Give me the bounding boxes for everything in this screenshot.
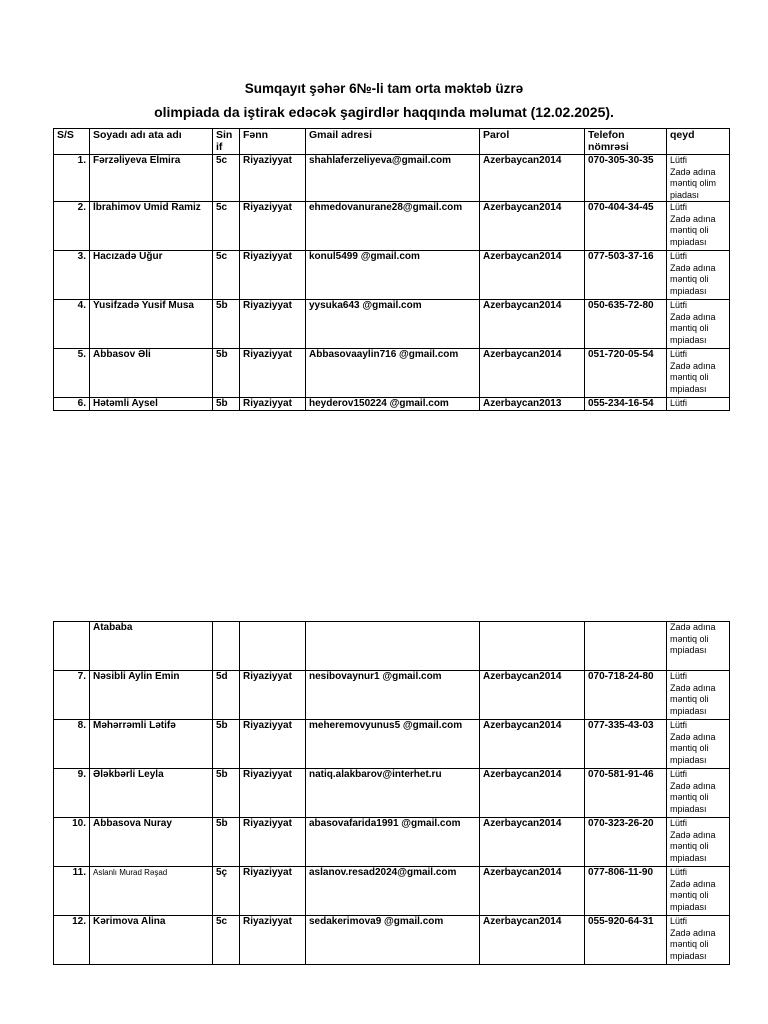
table-row xyxy=(54,398,730,411)
cell-num: 11. xyxy=(54,867,90,916)
cell-class: 5d xyxy=(213,671,240,720)
note-line: Zadə adına xyxy=(670,213,716,224)
cell-email: sedakerimova9 @gmail.com xyxy=(306,916,480,965)
cell-class: 5c xyxy=(213,155,240,202)
cell-phone: 077-503-37-16 xyxy=(585,251,667,300)
cell-name: Məhərrəmli Lətifə xyxy=(90,720,213,769)
note-line: məntiq olim piadası xyxy=(670,178,717,200)
note-line: məntiq oli xyxy=(670,939,709,949)
cell-email: abasovafarida1991 @gmail.com xyxy=(306,818,480,867)
cell-subject: Riyaziyyat xyxy=(240,155,306,202)
table-row xyxy=(54,251,730,300)
note-line: məntiq oli xyxy=(670,372,709,382)
note-line: mpiadası xyxy=(670,950,707,961)
cell-num: 7. xyxy=(54,671,90,720)
cell-num: 6. xyxy=(54,398,90,411)
note-line: Zadə adına xyxy=(670,878,716,889)
note-line: Lütfi xyxy=(670,867,688,877)
cell-email: nesibovaynur1 @gmail.com xyxy=(306,671,480,720)
cell-num: 10. xyxy=(54,818,90,867)
note-line: Zadə adına xyxy=(670,927,716,938)
cell-phone: 051-720-05-54 xyxy=(585,349,667,398)
note-line: Zadə adına xyxy=(670,622,716,632)
cell-class: 5b xyxy=(213,300,240,349)
table-row xyxy=(54,349,730,398)
cell-note xyxy=(667,720,730,769)
cell-name: Ələkbərli Leyla xyxy=(90,769,213,818)
cell-subject: Riyaziyyat xyxy=(240,720,306,769)
table-row-continuation xyxy=(54,622,730,671)
table-row xyxy=(54,818,730,867)
cell-subject: Riyaziyyat xyxy=(240,398,306,411)
table-row xyxy=(54,300,730,349)
note-line: Zadə adına xyxy=(670,780,716,791)
cell-phone: 077-806-11-90 xyxy=(585,867,667,916)
note-line: Zadə adına xyxy=(670,682,716,693)
note-line: Zadə adına xyxy=(670,731,716,742)
note-line: Zadə adına xyxy=(670,360,716,371)
note-line: Lütfi xyxy=(670,202,688,212)
document-title-line1: Sumqayıt şəhər 6№-li tam orta məktəb üzrə xyxy=(244,81,524,96)
cell-email: aslanov.resad2024@gmail.com xyxy=(306,867,480,916)
note-line: mpiadası xyxy=(670,803,707,814)
table-row xyxy=(54,867,730,916)
note-line: Zadə adına xyxy=(670,166,716,177)
col-header-name: Soyadı adı ata adı xyxy=(90,129,213,155)
cell-email: yysuka643 @gmail.com xyxy=(306,300,480,349)
cell-subject: Riyaziyyat xyxy=(240,251,306,300)
table-row xyxy=(54,769,730,818)
note-line: Zadə adına xyxy=(670,829,716,840)
cell-email: natiq.alakbarov@interhet.ru xyxy=(306,769,480,818)
cell-password: Azerbaycan2014 xyxy=(480,769,585,818)
cell-num: 2. xyxy=(54,202,90,251)
cell-subject: Riyaziyyat xyxy=(240,818,306,867)
cell-name: Fərzəliyeva Elmira xyxy=(90,155,213,202)
note-line: mpiadası xyxy=(670,236,707,247)
cell-phone: 070-323-26-20 xyxy=(585,818,667,867)
cell-password: Azerbaycan2014 xyxy=(480,916,585,965)
note-line: Lütfi xyxy=(670,769,688,779)
cell-password: Azerbaycan2014 xyxy=(480,251,585,300)
note-line: məntiq oli xyxy=(670,743,709,753)
cell-class: 5c xyxy=(213,916,240,965)
cell-phone: 055-234-16-54 xyxy=(585,398,667,411)
cell-note xyxy=(667,622,730,671)
table1-body xyxy=(54,155,730,411)
col-header-ss: S/S xyxy=(54,129,90,155)
note-line: mpiadası xyxy=(670,645,707,655)
cell-subject xyxy=(240,622,306,671)
cell-name: Hacızadə Uğur xyxy=(90,251,213,300)
note-line: məntiq oli xyxy=(670,694,709,704)
table-row xyxy=(54,916,730,965)
cell-name: Hətəmli Aysel xyxy=(90,398,213,411)
cell-phone: 055-920-64-31 xyxy=(585,916,667,965)
note-line: Zadə adına xyxy=(670,262,716,273)
cell-class: 5b xyxy=(213,720,240,769)
cell-subject: Riyaziyyat xyxy=(240,916,306,965)
students-table-part2 xyxy=(53,621,730,965)
cell-note xyxy=(667,300,730,349)
note-line: Lütfi xyxy=(670,720,688,730)
cell-note xyxy=(667,349,730,398)
note-line: məntiq oli xyxy=(670,841,709,851)
note-line: mpiadası xyxy=(670,901,707,912)
cell-note xyxy=(667,202,730,251)
note-line: Lütfi xyxy=(670,251,688,261)
students-table-part1 xyxy=(53,128,730,411)
cell-name: Abbasova Nuray xyxy=(90,818,213,867)
cell-phone: 077-335-43-03 xyxy=(585,720,667,769)
cell-subject: Riyaziyyat xyxy=(240,202,306,251)
cell-subject: Riyaziyyat xyxy=(240,867,306,916)
note-line: mpiadası xyxy=(670,705,707,716)
cell-name: Kərimova Alina xyxy=(90,916,213,965)
cell-class: 5b xyxy=(213,398,240,411)
table-row xyxy=(54,671,730,720)
col-header-phone: Telefon nömrəsi xyxy=(585,129,667,155)
cell-password: Azerbaycan2013 xyxy=(480,398,585,411)
note-line: Lütfi xyxy=(670,916,688,926)
note-line: Lütfi xyxy=(670,818,688,828)
cell-note xyxy=(667,398,730,411)
col-header-class: Sin if xyxy=(213,129,240,155)
cell-note xyxy=(667,769,730,818)
cell-email: Abbasovaaylin716 @gmail.com xyxy=(306,349,480,398)
cell-num: 1. xyxy=(54,155,90,202)
cell-password: Azerbaycan2014 xyxy=(480,155,585,202)
note-line: Lütfi xyxy=(670,671,688,681)
cell-subject: Riyaziyyat xyxy=(240,349,306,398)
cell-password: Azerbaycan2014 xyxy=(480,300,585,349)
cell-email: heyderov150224 @gmail.com xyxy=(306,398,480,411)
note-line: Zadə adına xyxy=(670,311,716,322)
cell-name: İbrahimov Umid Ramiz xyxy=(90,202,213,251)
note-line: mpiadası xyxy=(670,852,707,863)
cell-note xyxy=(667,818,730,867)
table-row xyxy=(54,202,730,251)
cell-num: 8. xyxy=(54,720,90,769)
col-header-subject: Fənn xyxy=(240,129,306,155)
cell-subject: Riyaziyyat xyxy=(240,769,306,818)
cell-name: Yusifzadə Yusif Musa xyxy=(90,300,213,349)
cell-num: 4. xyxy=(54,300,90,349)
cell-num: 5. xyxy=(54,349,90,398)
note-line: Lütfi xyxy=(670,398,688,408)
cell-phone: 070-305-30-35 xyxy=(585,155,667,202)
cell-email: ehmedovanurane28@gmail.com xyxy=(306,202,480,251)
cell-phone xyxy=(585,622,667,671)
cell-num xyxy=(54,622,90,671)
cell-phone: 070-581-91-46 xyxy=(585,769,667,818)
cell-class: 5b xyxy=(213,349,240,398)
cell-phone: 050-635-72-80 xyxy=(585,300,667,349)
cell-password xyxy=(480,622,585,671)
cell-password: Azerbaycan2014 xyxy=(480,202,585,251)
cell-class xyxy=(213,622,240,671)
note-line: məntiq oli xyxy=(670,792,709,802)
cell-phone: 070-718-24-80 xyxy=(585,671,667,720)
note-line: məntiq oli xyxy=(670,890,709,900)
cell-note xyxy=(667,155,730,202)
note-line: mpiadası xyxy=(670,285,707,296)
note-line: Lütfi xyxy=(670,155,688,165)
cell-subject: Riyaziyyat xyxy=(240,300,306,349)
cell-password: Azerbaycan2014 xyxy=(480,867,585,916)
note-line: Lütfi xyxy=(670,349,688,359)
note-line: mpiadası xyxy=(670,334,707,345)
cell-num: 3. xyxy=(54,251,90,300)
note-line: məntiq oli xyxy=(670,274,709,284)
cell-email xyxy=(306,622,480,671)
table2-body xyxy=(54,622,730,965)
table-row xyxy=(54,720,730,769)
cell-class: 5ç xyxy=(213,867,240,916)
cell-note xyxy=(667,867,730,916)
cell-name: Aslanlı Murad Rəşad xyxy=(90,867,213,916)
note-line: Lütfi xyxy=(670,300,688,310)
document-title-line2: olimpiada da iştirak edəcək şagirdlər haqqında məlumat (12.02.2025). xyxy=(154,104,614,120)
cell-subject: Riyaziyyat xyxy=(240,671,306,720)
cell-class: 5c xyxy=(213,251,240,300)
cell-name: Nəsibli Aylin Emin xyxy=(90,671,213,720)
col-header-email: Gmail adresi xyxy=(306,129,480,155)
cell-class: 5b xyxy=(213,769,240,818)
note-line: məntiq oli xyxy=(670,225,709,235)
col-header-note: qeyd xyxy=(667,129,730,155)
cell-num: 12. xyxy=(54,916,90,965)
note-line: mpiadası xyxy=(670,383,707,394)
cell-password: Azerbaycan2014 xyxy=(480,720,585,769)
cell-name: Abbasov Əli xyxy=(90,349,213,398)
cell-phone: 070-404-34-45 xyxy=(585,202,667,251)
cell-class: 5c xyxy=(213,202,240,251)
note-line: mpiadası xyxy=(670,754,707,765)
cell-note xyxy=(667,916,730,965)
cell-class: 5b xyxy=(213,818,240,867)
cell-password: Azerbaycan2014 xyxy=(480,349,585,398)
note-line: məntiq oli xyxy=(670,633,709,644)
cell-email: meheremovyunus5 @gmail.com xyxy=(306,720,480,769)
cell-email: shahlaferzeliyeva@gmail.com xyxy=(306,155,480,202)
table-row xyxy=(54,155,730,202)
cell-email: konul5499 @gmail.com xyxy=(306,251,480,300)
cell-password: Azerbaycan2014 xyxy=(480,818,585,867)
note-line: məntiq oli xyxy=(670,323,709,333)
cell-name: Atababa xyxy=(90,622,213,671)
cell-num: 9. xyxy=(54,769,90,818)
table-header-row xyxy=(54,129,730,155)
cell-password: Azerbaycan2014 xyxy=(480,671,585,720)
cell-note xyxy=(667,671,730,720)
col-header-password: Parol xyxy=(480,129,585,155)
cell-note xyxy=(667,251,730,300)
